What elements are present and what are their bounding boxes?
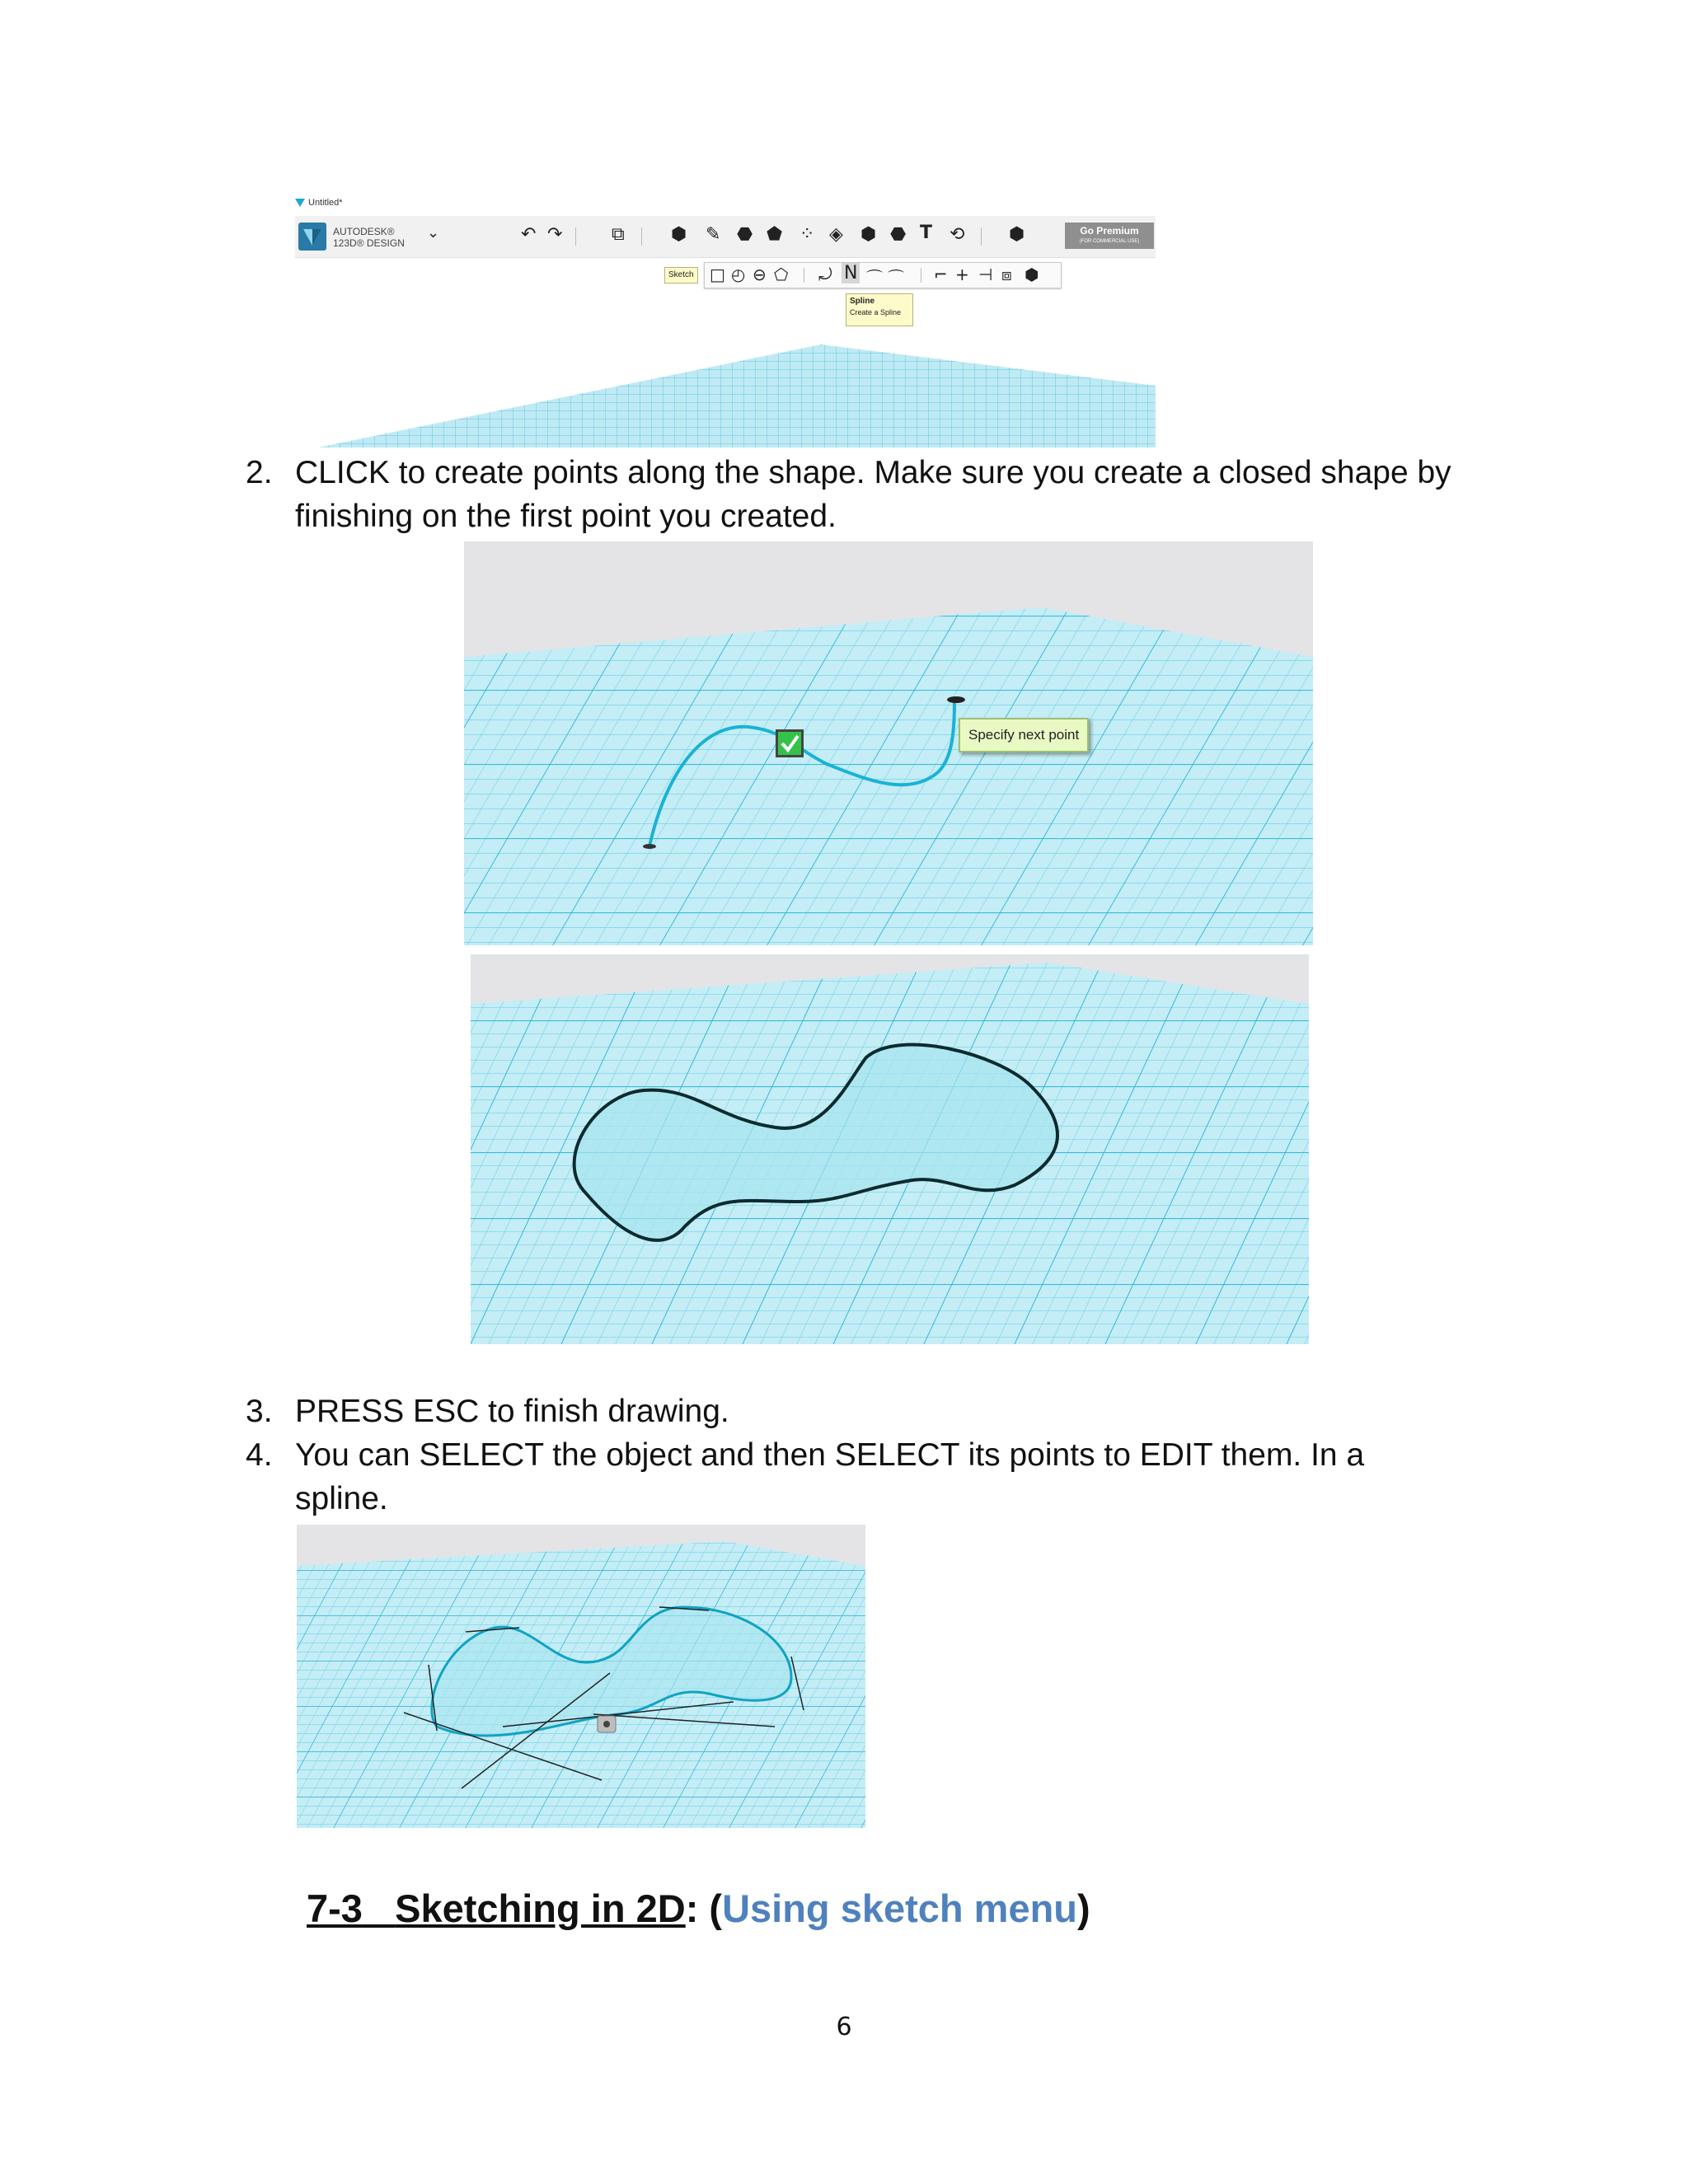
- chevron-down-icon[interactable]: ⌄: [427, 224, 440, 241]
- viewport-grid: [297, 1525, 865, 1828]
- three-point-arc-icon[interactable]: ⌒: [888, 268, 904, 288]
- sketch-menu-link[interactable]: Using sketch menu: [722, 1886, 1078, 1930]
- rectangle-icon[interactable]: □: [710, 265, 725, 284]
- grid-floor: [293, 344, 1156, 448]
- offset-icon[interactable]: ⧈: [1001, 265, 1012, 284]
- polygon-icon[interactable]: ⬠: [774, 265, 789, 284]
- step-2: 2. CLICK to create points along the shape. Make sure you create a closed shape by finishing on the first point you created.: [246, 455, 1451, 534]
- divider: [641, 227, 642, 246]
- ellipse-icon[interactable]: ⊖: [753, 265, 767, 284]
- spline-drawing-screenshot: [464, 541, 1313, 945]
- combine-icon[interactable]: ⬢: [860, 224, 877, 245]
- extend-icon[interactable]: ⊣: [978, 265, 993, 284]
- viewport-grid: [471, 954, 1309, 1344]
- add-primitive-icon[interactable]: ⧉: [612, 224, 625, 245]
- step-4: 4. You can SELECT the object and then SELECT its points to EDIT them. In a spline.: [246, 1437, 1365, 1516]
- project-icon[interactable]: ⬢: [1025, 265, 1039, 284]
- section-title: 7-3 Sketching in 2D: [307, 1886, 686, 1930]
- cursor-point-marker: [947, 696, 965, 703]
- gear-icon[interactable]: [598, 1716, 616, 1732]
- step-3: 3. PRESS ESC to finish drawing.: [246, 1394, 729, 1429]
- pattern-icon[interactable]: ⁘: [799, 224, 815, 245]
- checkmark-icon[interactable]: [776, 729, 804, 757]
- closed-shape-screenshot: [471, 954, 1309, 1344]
- measure-icon[interactable]: ⬣: [890, 224, 907, 245]
- page-number: 6: [836, 2013, 852, 2041]
- top-bar: [295, 216, 1156, 258]
- edit-points-screenshot: [297, 1525, 865, 1828]
- primitives-icon[interactable]: ⬢: [671, 224, 687, 245]
- two-point-arc-icon[interactable]: ⌒: [866, 268, 883, 288]
- fillet-icon[interactable]: ⌐: [934, 265, 948, 284]
- group-icon[interactable]: ◈: [829, 224, 843, 245]
- viewport-grid: [464, 541, 1313, 945]
- construct-icon[interactable]: ⬣: [737, 224, 753, 245]
- text-icon[interactable]: T: [920, 223, 933, 243]
- triangle-logo-icon: [295, 199, 305, 209]
- modify-icon[interactable]: ⬟: [767, 224, 783, 245]
- toolbar-screenshot: [293, 196, 1156, 448]
- circle-icon[interactable]: ◴: [731, 265, 746, 284]
- spline-icon[interactable]: N: [842, 263, 860, 284]
- app-logo-icon[interactable]: [298, 223, 326, 251]
- polyline-icon[interactable]: ⤾: [818, 265, 832, 284]
- trim-icon[interactable]: +: [955, 265, 969, 284]
- snap-icon[interactable]: ⟲: [950, 224, 965, 245]
- go-premium-button[interactable]: Go Premium (FOR COMMERCIAL USE): [1065, 223, 1154, 249]
- window-title: Untitled*: [295, 196, 460, 213]
- divider: [575, 227, 576, 246]
- redo-icon[interactable]: ↷: [547, 224, 563, 245]
- spline-tooltip: Spline Create a Spline: [846, 293, 913, 326]
- divider: [981, 227, 982, 246]
- sketch-label: Sketch: [664, 267, 698, 284]
- undo-icon[interactable]: ↶: [521, 224, 537, 245]
- material-icon[interactable]: ⬢: [1009, 224, 1025, 245]
- start-point-marker: [643, 844, 656, 849]
- sketch-submenu: [704, 262, 1062, 288]
- section-heading: 7-3 Sketching in 2D: (Using sketch menu): [307, 1886, 1090, 1930]
- app-brand: AUTODESK® 123D® DESIGN: [333, 226, 405, 249]
- sketch-icon[interactable]: ✎: [706, 224, 721, 245]
- specify-next-point-hint: Specify next point: [959, 718, 1089, 752]
